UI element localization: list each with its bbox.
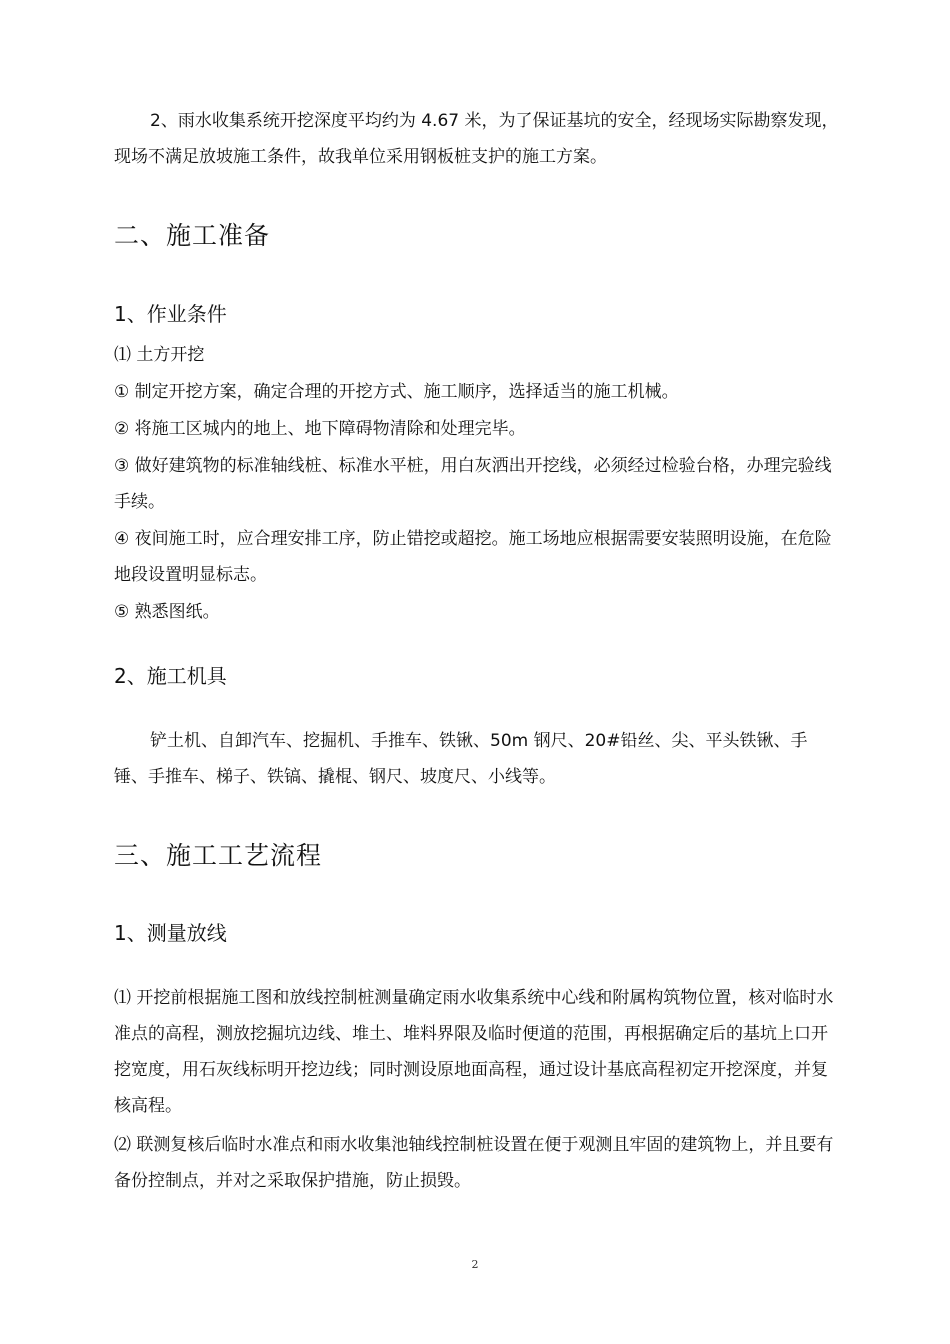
- subsection-2-2-heading: 2、施工机具: [114, 664, 227, 688]
- earthwork-header: ⑴ 土方开挖: [114, 345, 205, 365]
- list-item: ② 将施工区城内的地上、地下障碍物清除和处理完毕。: [114, 419, 526, 439]
- list-item: ⑤ 熟悉图纸。: [114, 602, 220, 622]
- page-number: 2: [471, 1258, 479, 1271]
- tools-paragraph: 铲土机、自卸汽车、挖掘机、手推车、铁锹、50m 钢尺、20#铅丝、尖、平头铁锹、手锤、手推车、梯子、铁镐、撬棍、钢尺、坡度尺、小线等。: [114, 731, 808, 787]
- section-2-heading: 二、施工准备: [114, 221, 271, 250]
- list-item: ③ 做好建筑物的标准轴线桩、标准水平桩，用白灰洒出开挖线，必须经过检验台格，办理完验线手续。: [114, 456, 832, 512]
- list-item: ④ 夜间施工时，应合理安排工序，防止错挖或超挖。施工场地应根据需要安装照明设施，在危险地段设置明显标志。: [114, 529, 832, 585]
- section-3-heading: 三、施工工艺流程: [114, 841, 323, 870]
- intro-paragraph: 2、雨水收集系统开挖深度平均约为 4.67 米，为了保证基坑的安全，经现场实际勘察发现，现场不满足放坡施工条件，故我单位采用钢板桩支护的施工方案。: [114, 111, 839, 167]
- subsection-2-1-heading: 1、作业条件: [114, 302, 227, 326]
- survey-paragraph-1: ⑴ 开挖前根据施工图和放线控制桩测量确定雨水收集系统中心线和附属构筑物位置，核对临时水准点的高程，测放挖掘坑边线、堆土、堆料界限及临时便道的范围，再根据确定后的基坑上口开挖宽度，用石灰线标明开挖边线；同时测设原地面高程，通过设计基底高程初定开挖深度，并复核高程。: [114, 988, 834, 1116]
- list-item: ① 制定开挖方案，确定合理的开挖方式、施工顺序，选择适当的施工机械。: [114, 382, 679, 402]
- survey-paragraph-2: ⑵ 联测复核后临时水准点和雨水收集池轴线控制桩设置在便于观测且牢固的建筑物上，并且要有备份控制点，并对之采取保护措施，防止损毁。: [114, 1135, 834, 1191]
- subsection-3-1-heading: 1、测量放线: [114, 921, 227, 945]
